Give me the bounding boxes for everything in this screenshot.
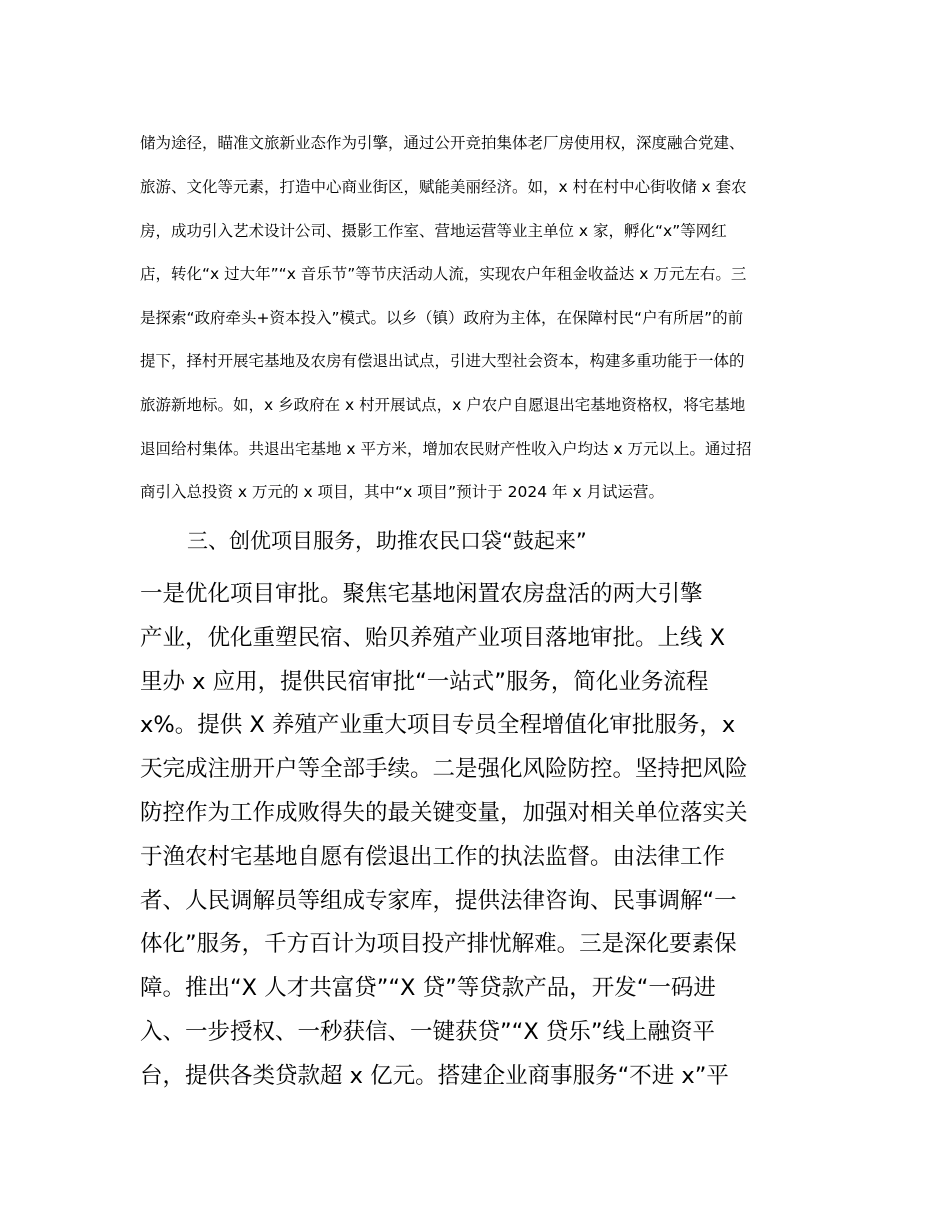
paragraph-line: 房，成功引入艺术设计公司、摄影工作室、营地运营等业主单位 x 家，孵化“x”等网红 (140, 222, 727, 240)
paragraph-line: 旅游、文化等元素，打造中心商业街区，赋能美丽经济。如，x 村在村中心街收储 x 套农 (140, 178, 747, 196)
paragraph-line: 提下，择村开展宅基地及农房有偿退出试点，引进大型社会资本，构建多重功能于一体的 (140, 352, 745, 370)
paragraph-line: 体化”服务，千方百计为项目投产排忧解难。三是深化要素保 (140, 931, 737, 957)
paragraph-line: 天完成注册开户等全部手续。二是强化风险防控。坚持把风险 (140, 756, 748, 782)
paragraph-line: 商引入总投资 x 万元的 x 项目，其中“x 项目”预计于 2024 年 x 月试运营。 (140, 483, 665, 501)
paragraph-line: 一是优化项目审批。聚焦宅基地闲置农房盘活的两大引擎 (140, 581, 703, 607)
paragraph-line: 储为途径，瞄准文旅新业态作为引擎，通过公开竞拍集体老厂房使用权，深度融合党建、 (140, 134, 745, 152)
paragraph-line: 是探索“政府牵头+资本投入”模式。以乡（镇）政府为主体，在保障村民“户有所居”的前 (140, 309, 744, 327)
paragraph-line: 旅游新地标。如，x 乡政府在 x 村开展试点，x 户农户自愿退出宅基地资格权，将宅基地 (140, 396, 746, 414)
paragraph-line: 里办 x 应用，提供民宿审批“一站式”服务，简化业务流程 (140, 669, 709, 695)
paragraph-line: 退回给村集体。共退出宅基地 x 平方米，增加农民财产性收入户均达 x 万元以上。通过招 (140, 440, 752, 458)
paragraph-line: 障。推出“X 人才共富贷”“X 贷”等贷款产品，开发“一码进 (140, 975, 716, 1001)
paragraph-line: 于渔农村宅基地自愿有偿退出工作的执法监督。由法律工作 (140, 844, 726, 870)
paragraph-line: 防控作为工作成败得失的最关键变量，加强对相关单位落实关 (140, 800, 748, 826)
section-heading: 三、创优项目服务，助推农民口袋“鼓起来” (187, 529, 587, 553)
paragraph-line: 者、人民调解员等组成专家库，提供法律咨询、民事调解“一 (140, 888, 737, 914)
paragraph-line: 店，转化“x 过大年”“x 音乐节”等节庆活动人流，实现农户年租金收益达 x 万元左右。三 (140, 265, 747, 283)
paragraph-line: 台，提供各类贷款超 x 亿元。搭建企业商事服务“不进 x”平 (140, 1063, 729, 1089)
paragraph-line: 入、一步授权、一秒获信、一键获贷”“X 贷乐”线上融资平 (140, 1019, 716, 1045)
paragraph-line: 产业，优化重塑民宿、贻贝养殖产业项目落地审批。上线 X (140, 625, 726, 651)
paragraph-line: x%。提供 X 养殖产业重大项目专员全程增值化审批服务，x (140, 712, 736, 738)
